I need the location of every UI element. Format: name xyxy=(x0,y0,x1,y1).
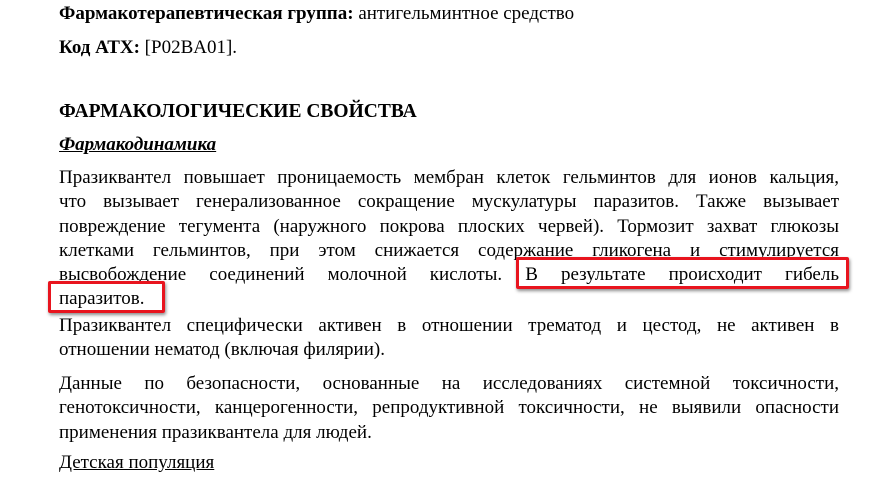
atc-value: [P02BA01]. xyxy=(139,37,238,58)
paragraph-safety xyxy=(59,372,839,445)
paragraph-line: Данные по безопасности, основанные на исследованиях системной токсичности, xyxy=(59,373,839,394)
atc-code-line xyxy=(59,37,237,59)
pharm-group-line xyxy=(59,3,574,25)
pharm-group-value: антигельминтное средство xyxy=(353,3,575,24)
pharm-group-label: Фармакотерапевтическая группа: xyxy=(59,3,354,24)
paragraph-line-mixed xyxy=(59,263,839,287)
pediatric-population-link[interactable]: Детская популяция xyxy=(59,452,215,473)
paragraph-line-start: высвобождение соединений молочной кислоты. xyxy=(59,264,503,286)
paragraph-line: клетками гельминтов, при этом снижается содержание гликогена и стимулируется xyxy=(59,239,839,261)
paragraph-line: Празиквантел специфически активен в отношении трематод и цестод, не активен в xyxy=(59,315,839,336)
paragraph-line: что вызывает генерализованное сокращение мускулатуры паразитов. Также вызывает xyxy=(59,191,839,213)
paragraph-line: генотоксичности, канцерогенности, репродуктивной токсичности, не выявили опасности xyxy=(59,397,839,419)
paragraph-line: отношении нематод (включая филярии). xyxy=(59,339,385,361)
section-title: ФАРМАКОЛОГИЧЕСКИЕ СВОЙСТВА xyxy=(59,101,417,122)
paragraph-line: Празиквантел повышает проницаемость мембран клеток гельминтов для ионов кальция, xyxy=(59,167,839,188)
section-subtitle: Фармакодинамика xyxy=(59,134,217,155)
paragraph-line: повреждение тегумента (наружного покрова плоских червей). Тормозит захват глюкозы xyxy=(59,215,839,237)
paragraph-pharmacodynamics xyxy=(59,166,839,312)
highlighted-text-part1: В результате происходит гибель xyxy=(525,264,839,286)
atc-label: Код АТХ: xyxy=(59,37,140,58)
paragraph-activity xyxy=(59,314,839,363)
highlighted-text-part2: паразитов. xyxy=(59,288,145,310)
paragraph-line: применения празиквантела для людей. xyxy=(59,421,372,443)
